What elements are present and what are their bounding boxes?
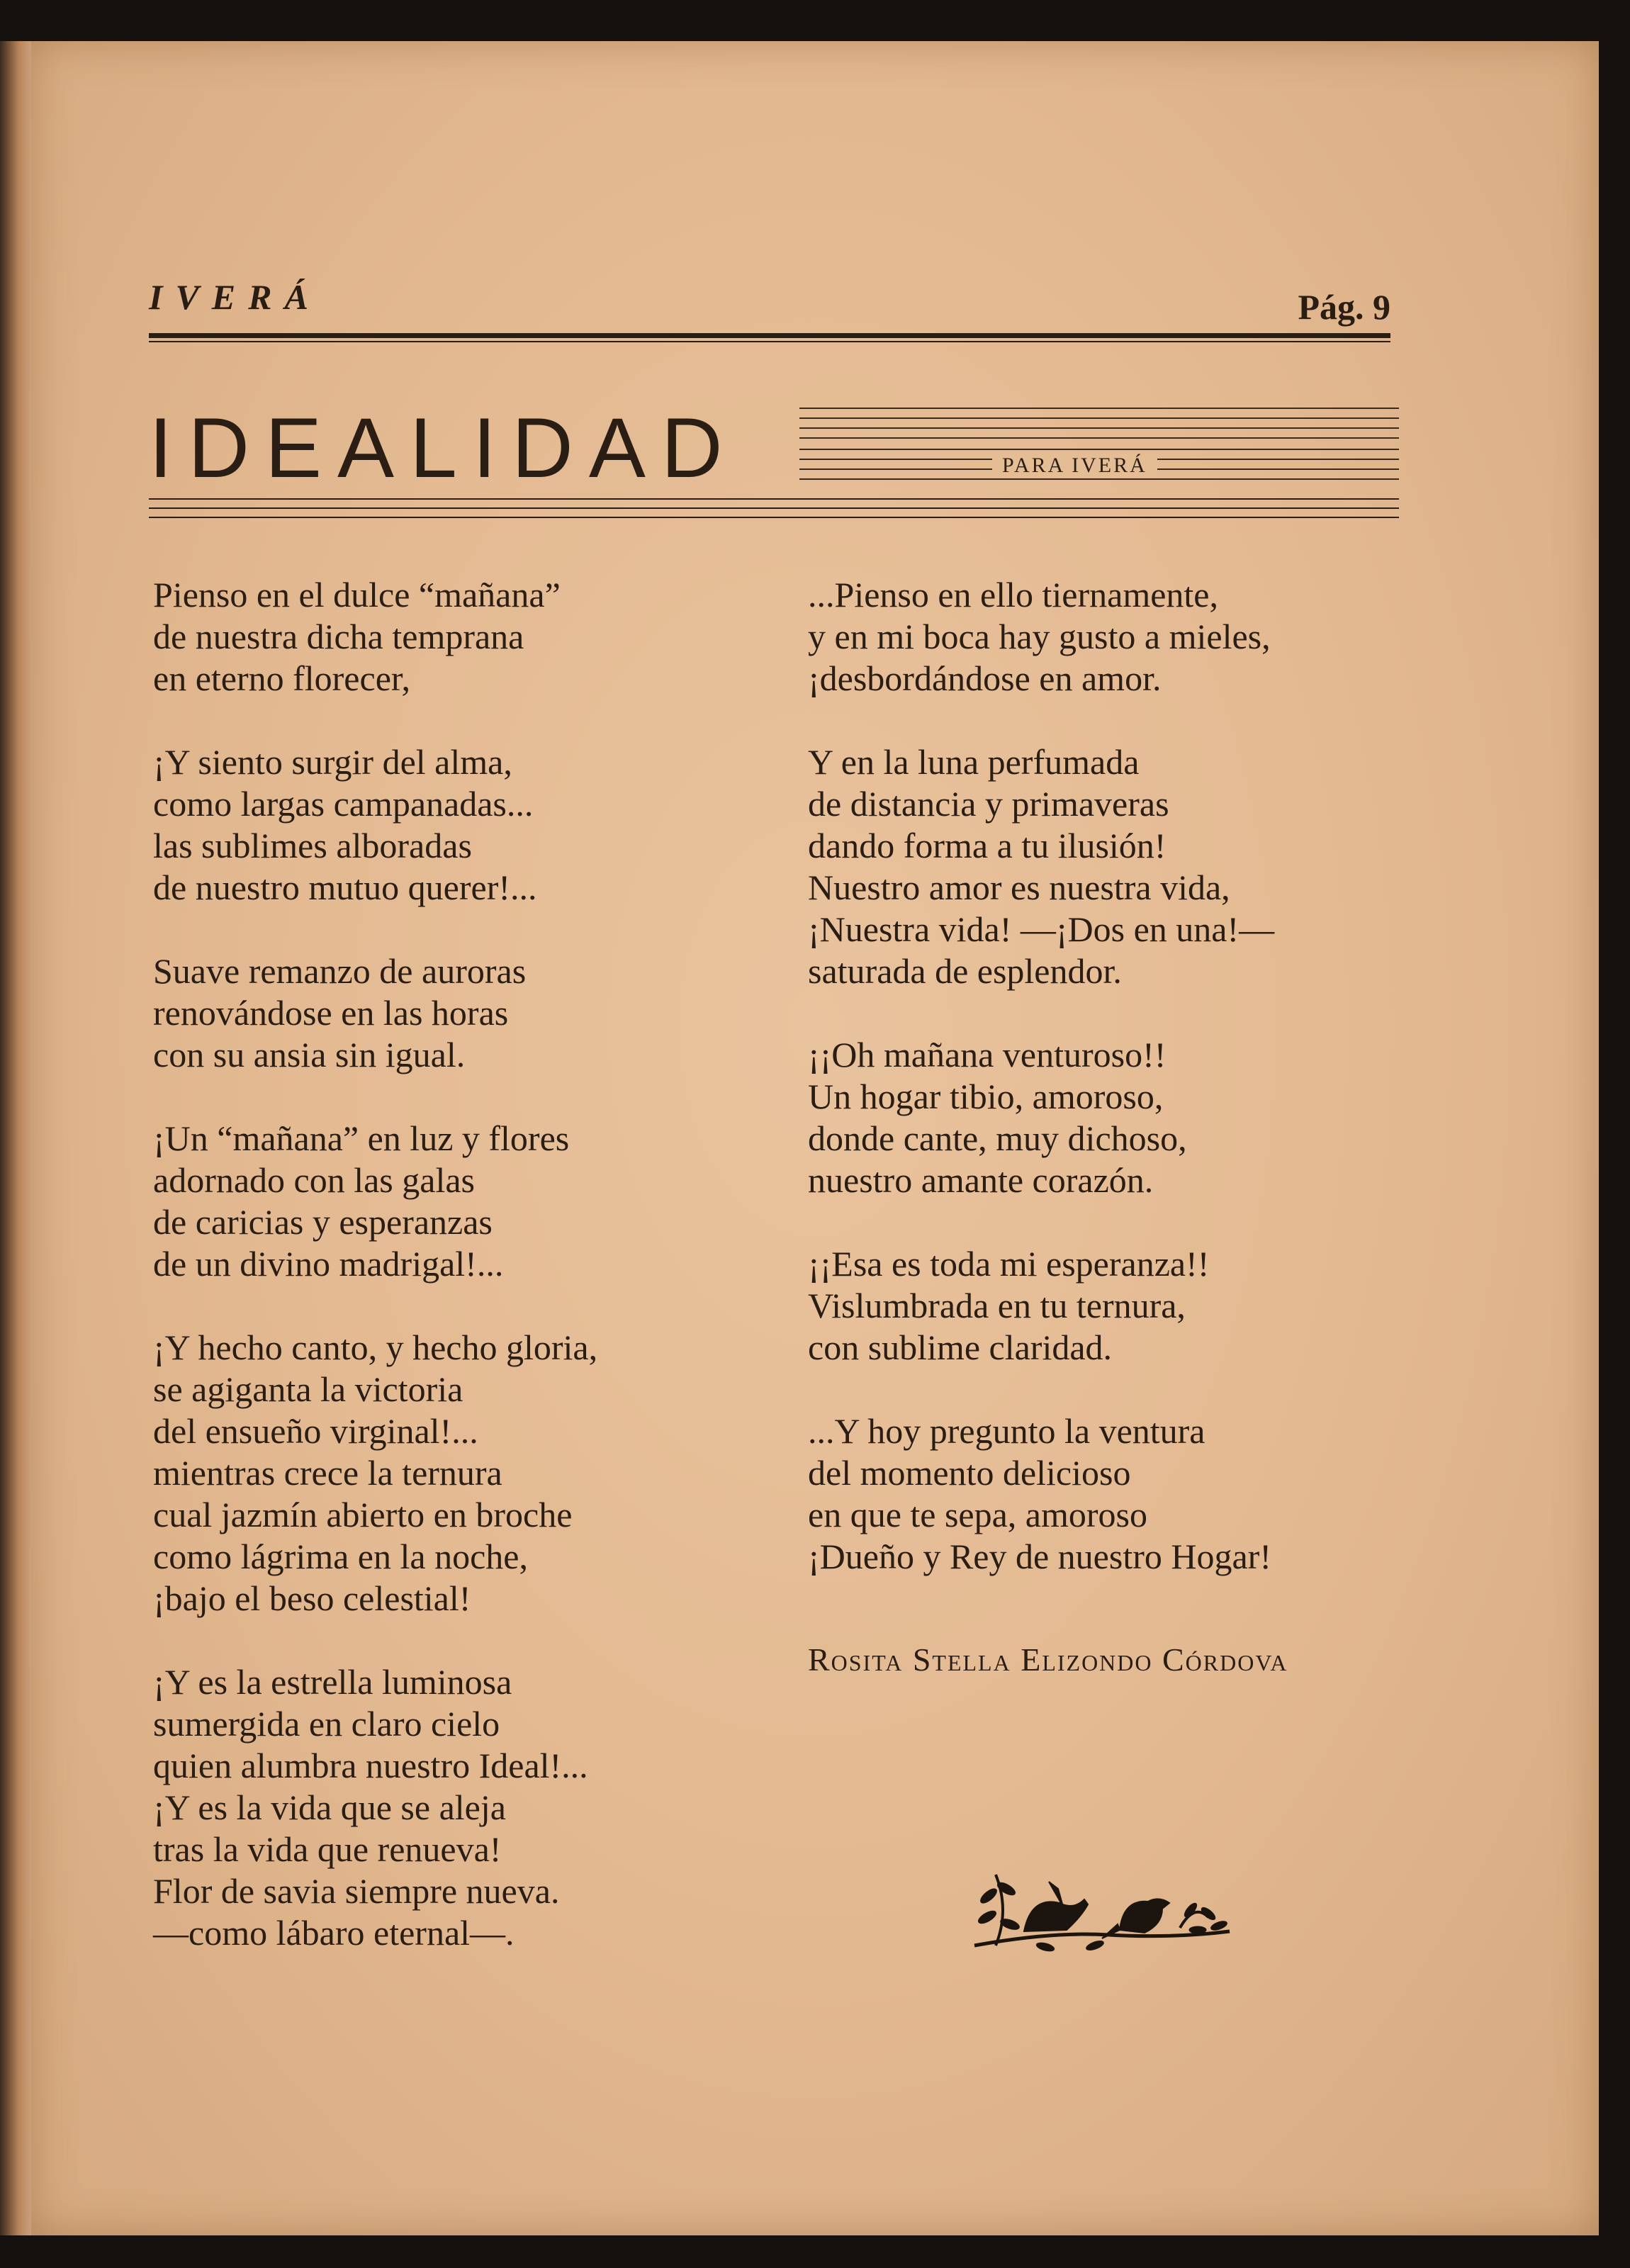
poem-line: cual jazmín abierto en broche <box>153 1495 573 1534</box>
poem-stanza <box>153 1327 777 1619</box>
poem-line: quien alumbra nuestro Ideal!... <box>153 1746 588 1785</box>
poem-line: donde cante, muy dichoso, <box>808 1118 1187 1158</box>
poem-stanza <box>153 1118 777 1285</box>
poem-line: Flor de savia siempre nueva. <box>153 1871 560 1911</box>
poem-line: de nuestra dicha temprana <box>153 617 524 656</box>
poem-line: ¡Un “mañana” en luz y flores <box>153 1118 570 1158</box>
book-spine <box>0 41 31 2235</box>
poem-line: ¡bajo el beso celestial! <box>153 1578 471 1618</box>
poem-line: en eterno florecer, <box>153 658 411 698</box>
poem-stanza <box>808 1034 1424 1201</box>
title-rule-1 <box>149 498 1399 500</box>
poem-line: de caricias y esperanzas <box>153 1202 493 1242</box>
poem-stanza <box>808 1243 1424 1369</box>
poem-line: Un hogar tibio, amoroso, <box>808 1077 1164 1116</box>
poem-line: ¡Y es la estrella luminosa <box>153 1662 512 1702</box>
poem-line: como lágrima en la noche, <box>153 1537 528 1576</box>
poem-line: Suave remanzo de auroras <box>153 951 527 991</box>
poem-line: ¡Y siento surgir del alma, <box>153 742 512 782</box>
poem-line: y en mi boca hay gusto a mieles, <box>808 617 1271 656</box>
author-signature: Rosita Stella Elizondo Córdova <box>808 1641 1288 1678</box>
poem-line: ¡Nuestra vida! —¡Dos en una!— <box>808 909 1275 949</box>
poem-line: ...Y hoy pregunto la ventura <box>808 1411 1205 1451</box>
article-title: IDEALIDAD <box>149 400 738 495</box>
poem-line: como largas campanadas... <box>153 784 534 824</box>
poem-line: en que te sepa, amoroso <box>808 1495 1148 1534</box>
poem-line: Nuestro amor es nuestra vida, <box>808 868 1230 907</box>
poem-line: ¡Y hecho canto, y hecho gloria, <box>153 1327 598 1367</box>
poem-line: se agiganta la victoria <box>153 1369 463 1409</box>
poem-stanza <box>808 1410 1424 1578</box>
poem-line: mientras crece la ternura <box>153 1453 502 1493</box>
title-rule-3 <box>149 517 1399 518</box>
page-number: Pág. 9 <box>1298 287 1390 327</box>
poem-line: ¡desbordándose en amor. <box>808 658 1162 698</box>
poem-line: sumergida en claro cielo <box>153 1704 500 1744</box>
poem-line: del ensueño virginal!... <box>153 1411 478 1451</box>
poem-line: de distancia y primaveras <box>808 784 1169 824</box>
dedication: PARA IVERÁ <box>992 454 1157 478</box>
poem-stanza <box>153 574 777 700</box>
poem-line: dando forma a tu ilusión! <box>808 826 1167 865</box>
poem-line: tras la vida que renueva! <box>153 1829 502 1869</box>
poem-line: con sublime claridad. <box>808 1327 1113 1367</box>
poem-line: adornado con las galas <box>153 1160 476 1200</box>
poem-stanza <box>153 1661 777 1954</box>
poem-line: ¡Y es la vida que se aleja <box>153 1787 506 1827</box>
poem-line: saturada de esplendor. <box>808 951 1122 991</box>
poem-line: de un divino madrigal!... <box>153 1244 504 1284</box>
poem-line: las sublimes alboradas <box>153 826 472 865</box>
poem-line: de nuestro mutuo querer!... <box>153 868 537 907</box>
poem-stanza <box>153 950 777 1076</box>
poem-line: renovándose en las horas <box>153 993 509 1033</box>
poem-line: nuestro amante corazón. <box>808 1160 1154 1200</box>
poem-line: ¡¡Esa es toda mi esperanza!! <box>808 1244 1210 1284</box>
poem-line: ...Pienso en ello tiernamente, <box>808 575 1219 614</box>
poem-line: ¡¡Oh mañana venturoso!! <box>808 1035 1167 1074</box>
poem-right-column <box>808 574 1424 1619</box>
poem-line: Pienso en el dulce “mañana” <box>153 575 561 614</box>
poem-line: Y en la luna perfumada <box>808 742 1140 782</box>
magazine-name: IVERÁ <box>149 277 321 317</box>
poem-line: —como lábaro eternal—. <box>153 1913 515 1953</box>
poem-line: ¡Dueño y Rey de nuestro Hogar! <box>808 1537 1271 1576</box>
poem-stanza <box>808 574 1424 700</box>
title-rules <box>799 408 1399 493</box>
poem-line: Vislumbrada en tu ternura, <box>808 1286 1186 1325</box>
title-rule-2 <box>149 507 1399 509</box>
poem-stanza <box>808 741 1424 992</box>
poem-line: con su ansia sin igual. <box>153 1035 466 1074</box>
birds-on-branch-icon <box>967 1846 1237 1960</box>
poem-line: del momento delicioso <box>808 1453 1131 1493</box>
poem-left-column <box>153 574 777 1996</box>
header-rule-thick <box>149 333 1390 338</box>
poem-stanza <box>153 741 777 909</box>
header-rule-thin <box>149 341 1390 342</box>
